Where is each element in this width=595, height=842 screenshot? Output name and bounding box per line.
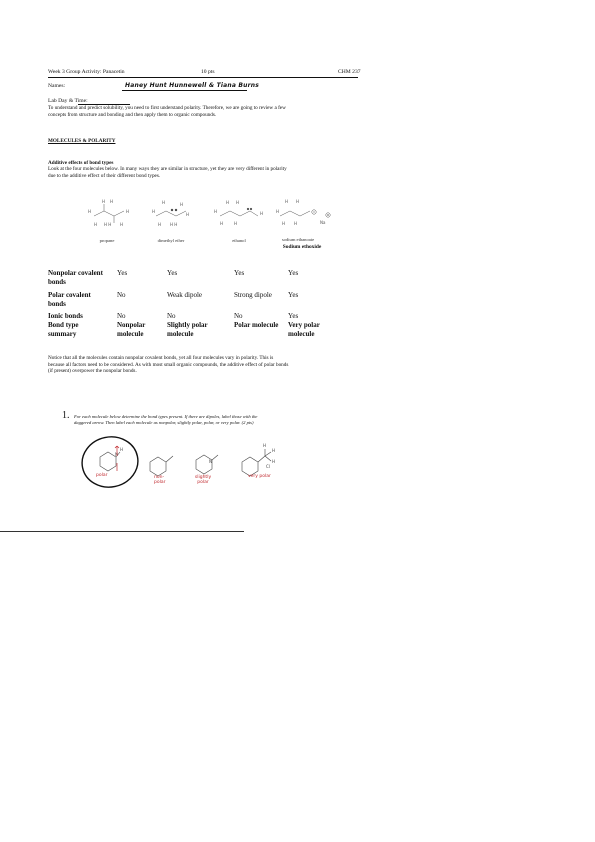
svg-text:H: H (234, 221, 238, 226)
molecule-name: dimethyl ether (157, 238, 185, 243)
question-text: For each molecule below determine the bond types present. If there are dipoles, label those with the daggered arrow. Then label each molecule as nonpolar, slightly polar, polar, or very polar. (2 pts) (74, 414, 258, 425)
propane-structure (88, 199, 129, 227)
svg-text:H: H (214, 209, 218, 214)
row-label: Ionic bonds (48, 312, 83, 320)
svg-text:N: N (115, 452, 118, 457)
row-label: bonds (48, 300, 66, 308)
table-cell: molecule (117, 330, 144, 338)
answer-label: non-polar (154, 475, 166, 485)
svg-text:H: H (88, 209, 92, 214)
molecule-caption: Sodium ethoxide (282, 244, 322, 250)
names-line (122, 90, 247, 91)
svg-text:H: H (226, 200, 230, 205)
hand-drawn-circle (77, 432, 142, 493)
names-label: Names: (48, 83, 66, 89)
row-label: Nonpolar covalent (48, 269, 103, 277)
table-cell: No (234, 312, 243, 320)
svg-text:H: H (282, 221, 286, 226)
svg-text:H H: H H (104, 222, 112, 227)
table-cell: Yes (234, 269, 245, 277)
table-cell: molecule (288, 330, 315, 338)
intro-text: To understand and predict solubility, you need to first understand polarity. Therefore, we are going to review a few concepts from structure and bonding and then apply them to organic compounds. (48, 105, 286, 118)
svg-text:H: H (110, 199, 114, 204)
svg-text:H: H (120, 222, 124, 227)
row-label: summary (48, 330, 77, 338)
answer-label: polar (96, 473, 108, 478)
svg-text:H: H (162, 200, 166, 205)
dimethyl-ether-structure (152, 200, 189, 227)
table-cell: Yes (288, 269, 299, 277)
svg-text:Na: Na (320, 220, 326, 225)
molecule-name: sodium ethanoate (281, 237, 315, 242)
svg-text:H: H (94, 222, 98, 227)
table-cell: Nonpolar (117, 321, 146, 329)
names-handwritten: Haney Hunt Hunnewell & Tiana Burns (125, 82, 260, 89)
table-cell: Yes (117, 269, 128, 277)
svg-text:H: H (186, 212, 190, 217)
course-code: CHM 237 (338, 69, 361, 75)
svg-text:H: H (120, 447, 124, 452)
svg-text:H: H (102, 199, 106, 204)
answer-label: very polar (248, 474, 271, 479)
table-cell: Slightly polar (167, 321, 208, 329)
table-cell: Yes (167, 269, 178, 277)
table-cell: No (117, 312, 126, 320)
methylpiperidine-ring (196, 455, 212, 474)
svg-text:H: H (126, 209, 130, 214)
svg-text:H: H (236, 200, 240, 205)
table-cell: No (167, 312, 176, 320)
table-cell: Polar molecule (234, 321, 279, 329)
svg-text:H: H (285, 199, 289, 204)
svg-text:H: H (272, 459, 276, 464)
row-label: bonds (48, 278, 66, 286)
table-cell: Yes (288, 291, 299, 299)
piperidine-ring (100, 452, 116, 471)
methylcyclohexane-ring (150, 457, 166, 476)
notice-paragraph: Notice that all the molecules contain nonpolar covalent bonds, yet all four molecules vary in polarity. This is because all factors need to be considered. As with most small organic compounds, the additive effect of polar bonds (if present) overpower the nonpolar bonds. (48, 355, 289, 375)
svg-text:H: H (158, 222, 162, 227)
bottom-divider (0, 531, 244, 532)
question-number: 1. (62, 410, 70, 421)
svg-text:H: H (220, 221, 224, 226)
header-rule (48, 77, 358, 78)
molecule-structures (80, 198, 360, 238)
activity-title: Week 3 Group Activity: Panacetin (48, 69, 125, 75)
table-cell: Very polar (288, 321, 320, 329)
question-structures (80, 430, 300, 500)
row-label: Polar covalent (48, 291, 91, 299)
table-cell: molecule (167, 330, 194, 338)
labday-label: Lab Day & Time: (48, 98, 88, 104)
section-subtitle: Additive effects of bond types (48, 160, 114, 166)
section-paragraph: Look at the four molecules below. In many ways they are similar in structure, yet they are very different in polarity due to the additive effect of their different bond types. (48, 166, 287, 179)
svg-text:H: H (276, 209, 280, 214)
svg-text:H: H (272, 448, 276, 453)
table-cell: Yes (288, 312, 299, 320)
svg-text:H H: H H (170, 222, 178, 227)
points: 10 pts (201, 69, 215, 75)
svg-text:Cl: Cl (266, 464, 270, 469)
svg-text:H: H (296, 199, 300, 204)
table-cell: Strong dipole (234, 291, 272, 299)
row-label: Bond type (48, 321, 79, 329)
molecule-name: propane (99, 238, 115, 243)
table-cell: Weak dipole (167, 291, 203, 299)
answer-label: slightly polar (194, 475, 212, 485)
section-title: MOLECULES & POLARITY (48, 138, 116, 144)
svg-text:N: N (209, 459, 212, 464)
ethanol-structure (214, 200, 263, 226)
svg-text:H: H (260, 211, 264, 216)
svg-text:H: H (294, 221, 298, 226)
svg-text:H: H (180, 202, 184, 207)
sodium-ethoxide-structure (276, 199, 330, 226)
molecule-name: ethanol (232, 238, 246, 243)
svg-text:H: H (152, 209, 156, 214)
svg-text:H: H (263, 443, 267, 448)
table-cell: No (117, 291, 126, 299)
